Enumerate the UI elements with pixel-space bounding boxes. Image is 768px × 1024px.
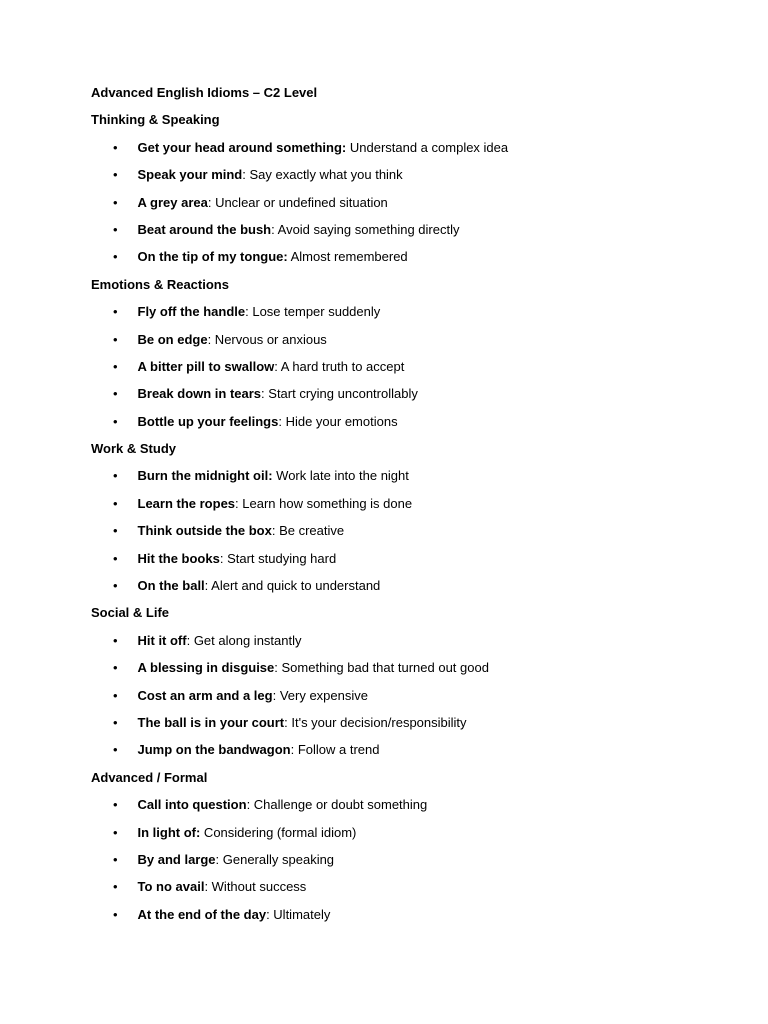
- idiom-definition: : Alert and quick to understand: [204, 578, 381, 594]
- idiom-term: Fly off the handle: [137, 304, 246, 320]
- bullet-icon: •: [113, 495, 118, 511]
- list-item: [91, 851, 711, 869]
- idiom-definition: : Learn how something is done: [235, 495, 413, 511]
- bullet-icon: •: [113, 331, 118, 347]
- list-item: [91, 413, 711, 431]
- list-item: [91, 714, 711, 732]
- idiom-definition: : Ultimately: [266, 906, 331, 922]
- idiom-definition: : Very expensive: [272, 687, 368, 703]
- idiom-term: A bitter pill to swallow: [137, 358, 275, 374]
- bullet-icon: •: [113, 632, 118, 648]
- idiom-term: Be on edge: [137, 331, 208, 347]
- idiom-term: Hit it off: [137, 632, 187, 648]
- section: [91, 276, 711, 431]
- idiom-term: In light of:: [137, 824, 201, 840]
- bullet-icon: •: [113, 523, 118, 539]
- idiom-definition: : Be creative: [271, 523, 345, 539]
- list-item: [91, 248, 711, 266]
- idiom-list: [91, 632, 711, 760]
- list-item: [91, 358, 711, 376]
- section: [91, 604, 711, 759]
- list-item: [91, 659, 711, 677]
- section-heading: Advanced / Formal: [91, 769, 208, 785]
- list-item: [91, 824, 711, 842]
- bullet-icon: •: [113, 824, 118, 840]
- bullet-icon: •: [113, 797, 118, 813]
- idiom-term: A blessing in disguise: [137, 660, 275, 676]
- bullet-icon: •: [113, 304, 118, 320]
- list-item: [91, 139, 711, 157]
- idiom-definition: : Challenge or doubt something: [246, 797, 428, 813]
- bullet-icon: •: [113, 742, 118, 758]
- idiom-term: Cost an arm and a leg: [137, 687, 273, 703]
- idiom-definition: : Generally speaking: [215, 851, 335, 867]
- list-item: [91, 331, 711, 349]
- list-item: [91, 906, 711, 924]
- list-item: [91, 303, 711, 321]
- idiom-definition: : Avoid saying something directly: [271, 221, 460, 237]
- list-item: [91, 221, 711, 239]
- idiom-list: [91, 796, 711, 924]
- idiom-list: [91, 303, 711, 431]
- bullet-icon: •: [113, 139, 118, 155]
- idiom-term: Learn the ropes: [137, 495, 236, 511]
- idiom-term: Jump on the bandwagon: [137, 742, 291, 758]
- idiom-definition: : Hide your emotions: [278, 413, 398, 429]
- bullet-icon: •: [113, 550, 118, 566]
- bullet-icon: •: [113, 221, 118, 237]
- idiom-definition: : Follow a trend: [290, 742, 380, 758]
- idiom-term: A grey area: [137, 194, 208, 210]
- list-item: [91, 550, 711, 568]
- idiom-definition: : Lose temper suddenly: [245, 304, 381, 320]
- idiom-definition: : Say exactly what you think: [242, 167, 403, 183]
- bullet-icon: •: [113, 687, 118, 703]
- idiom-term: On the tip of my tongue:: [137, 249, 288, 265]
- idiom-definition: Almost remembered: [287, 249, 408, 265]
- idiom-term: Hit the books: [137, 550, 220, 566]
- list-item: [91, 467, 711, 485]
- idiom-term: On the ball: [137, 578, 205, 594]
- idiom-term: Speak your mind: [137, 167, 243, 183]
- list-item: [91, 741, 711, 759]
- idiom-definition: : Start crying uncontrollably: [261, 386, 418, 402]
- list-item: [91, 796, 711, 814]
- list-item: [91, 495, 711, 513]
- list-item: [91, 687, 711, 705]
- bullet-icon: •: [113, 851, 118, 867]
- idiom-definition: : Get along instantly: [186, 632, 302, 648]
- idiom-list: [91, 467, 711, 595]
- idiom-term: Think outside the box: [137, 523, 272, 539]
- section-heading: Social & Life: [91, 605, 170, 621]
- idiom-definition: : Unclear or undefined situation: [207, 194, 388, 210]
- bullet-icon: •: [113, 249, 118, 265]
- idiom-term: Beat around the bush: [137, 221, 272, 237]
- idiom-definition: : Something bad that turned out good: [274, 660, 489, 676]
- idiom-term: At the end of the day: [137, 906, 267, 922]
- section-heading: Emotions & Reactions: [91, 276, 229, 292]
- list-item: [91, 522, 711, 540]
- idiom-definition: Work late into the night: [272, 468, 409, 484]
- document-title: Advanced English Idioms – C2 Level: [91, 85, 318, 100]
- idiom-term: Get your head around something:: [137, 139, 347, 155]
- bullet-icon: •: [113, 358, 118, 374]
- list-item: [91, 878, 711, 896]
- idiom-term: The ball is in your court: [137, 714, 285, 730]
- bullet-icon: •: [113, 879, 118, 895]
- idiom-definition: : Start studying hard: [219, 550, 337, 566]
- idiom-term: By and large: [137, 851, 216, 867]
- bullet-icon: •: [113, 386, 118, 402]
- idiom-term: Burn the midnight oil:: [137, 468, 273, 484]
- list-item: [91, 166, 711, 184]
- idiom-list: [91, 139, 711, 267]
- idiom-definition: : A hard truth to accept: [274, 358, 405, 374]
- idiom-term: To no avail: [137, 879, 205, 895]
- idiom-definition: : It's your decision/responsibility: [284, 714, 467, 730]
- list-item: [91, 577, 711, 595]
- list-item: [91, 632, 711, 650]
- document-page: [91, 84, 711, 933]
- section: [91, 440, 711, 595]
- idiom-term: Break down in tears: [137, 386, 262, 402]
- bullet-icon: •: [113, 578, 118, 594]
- bullet-icon: •: [113, 167, 118, 183]
- bullet-icon: •: [113, 194, 118, 210]
- section-heading: Work & Study: [91, 441, 176, 457]
- idiom-definition: : Without success: [204, 879, 307, 895]
- list-item: [91, 385, 711, 403]
- bullet-icon: •: [113, 660, 118, 676]
- section: [91, 769, 711, 924]
- bullet-icon: •: [113, 468, 118, 484]
- bullet-icon: •: [113, 906, 118, 922]
- list-item: [91, 194, 711, 212]
- section-heading: Thinking & Speaking: [91, 112, 220, 128]
- bullet-icon: •: [113, 714, 118, 730]
- bullet-icon: •: [113, 413, 118, 429]
- idiom-definition: Considering (formal idiom): [200, 824, 357, 840]
- idiom-definition: Understand a complex idea: [346, 139, 509, 155]
- idiom-term: Call into question: [137, 797, 247, 813]
- idiom-definition: : Nervous or anxious: [207, 331, 327, 347]
- idiom-term: Bottle up your feelings: [137, 413, 279, 429]
- section: [91, 111, 711, 266]
